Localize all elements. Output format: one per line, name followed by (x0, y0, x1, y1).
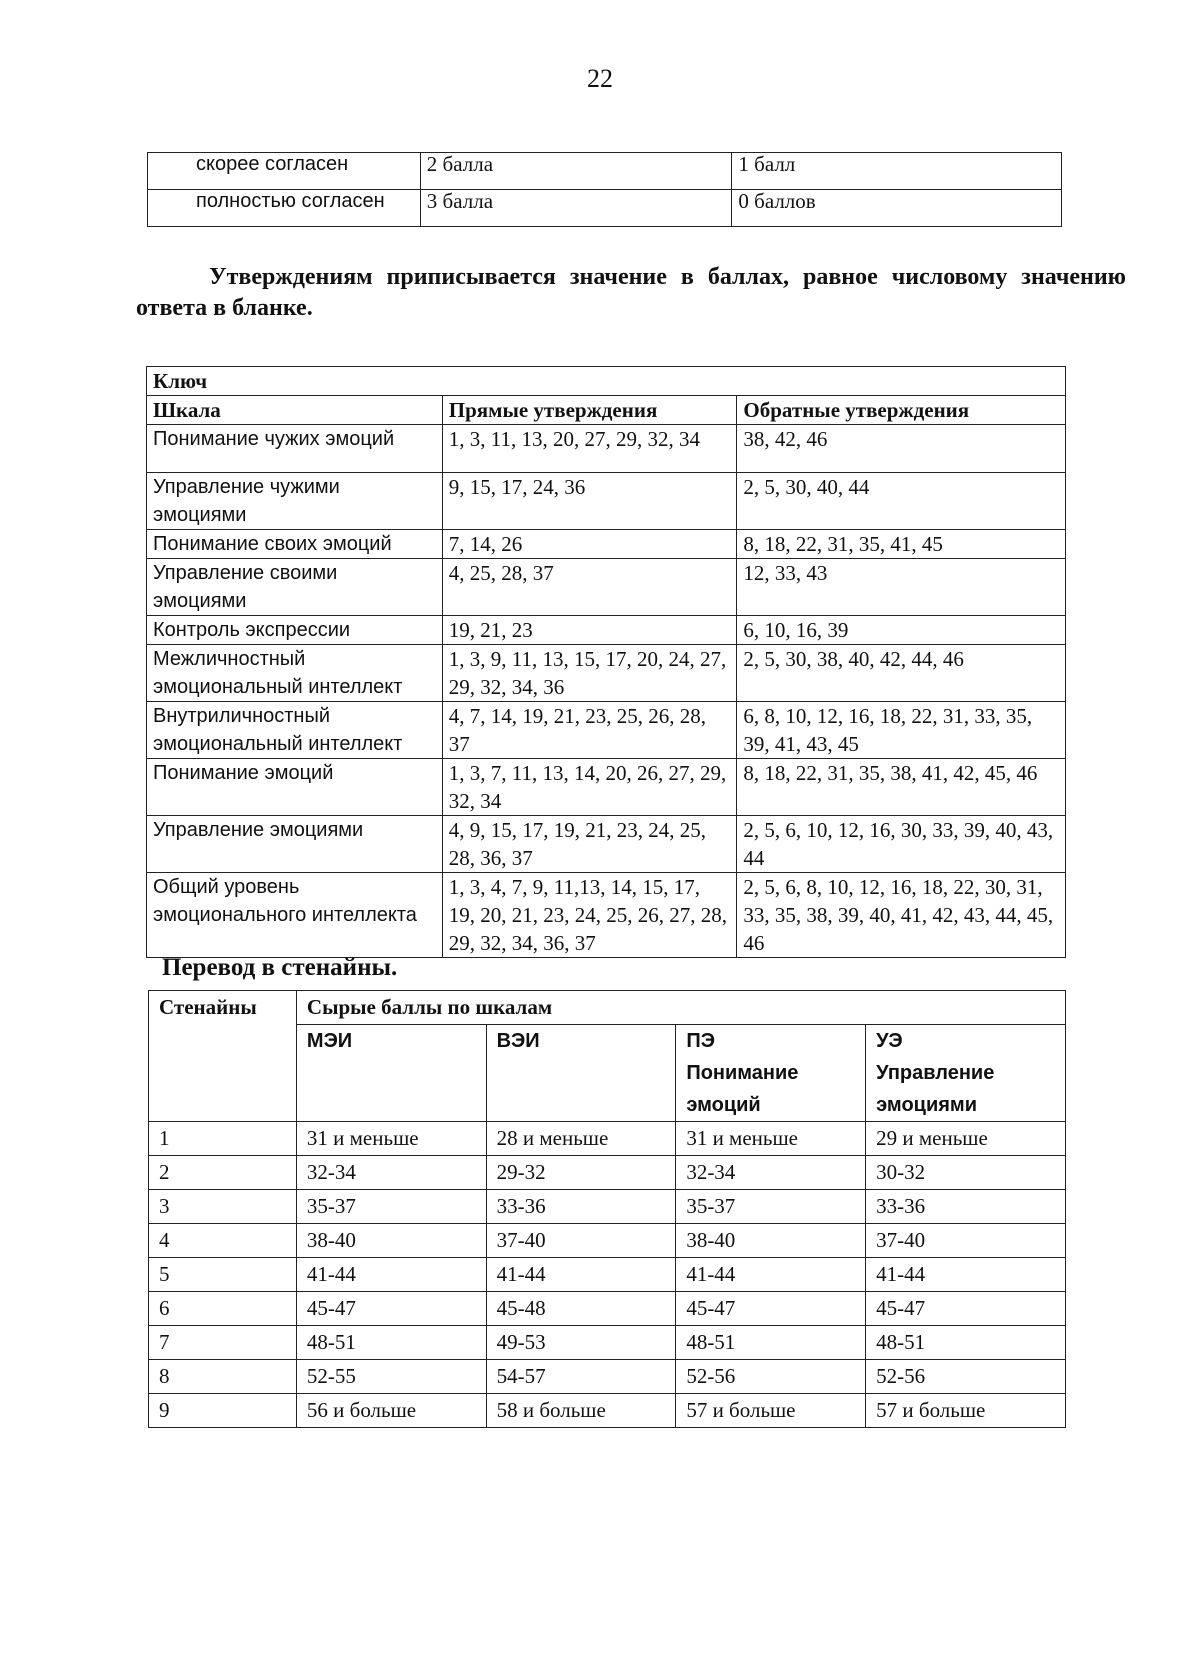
stanine-table (148, 990, 1066, 1428)
direct-cell: 19, 21, 23 (442, 616, 737, 645)
scale-cell: Межличностный эмоциональный интеллект (147, 645, 443, 702)
table-row (149, 1292, 1066, 1326)
pe-cell: 38-40 (676, 1224, 866, 1258)
table-row (148, 190, 1062, 227)
reverse-cell: 8, 18, 22, 31, 35, 41, 45 (737, 530, 1066, 559)
direct-cell: 4, 9, 15, 17, 19, 21, 23, 24, 25, 28, 36, 37 (442, 816, 737, 873)
reverse-cell: 2, 5, 30, 40, 44 (737, 473, 1066, 530)
direct-cell: 4, 7, 14, 19, 21, 23, 25, 26, 28, 37 (442, 702, 737, 759)
table-row (147, 530, 1066, 559)
ue-cell: 45-47 (866, 1292, 1066, 1326)
mei-cell: 56 и больше (296, 1394, 486, 1428)
table-row (149, 1360, 1066, 1394)
column-abbr: УЭ (876, 1030, 903, 1052)
ue-cell: 37-40 (866, 1224, 1066, 1258)
stanine-cell: 3 (149, 1190, 297, 1224)
header-pe (676, 1025, 866, 1122)
pe-cell: 48-51 (676, 1326, 866, 1360)
table-row (149, 1258, 1066, 1292)
reverse-cell: 12, 33, 43 (737, 559, 1066, 616)
column-abbr: ПЭ (686, 1030, 715, 1052)
table-row (149, 1224, 1066, 1258)
ue-cell: 41-44 (866, 1258, 1066, 1292)
stanine-cell: 7 (149, 1326, 297, 1360)
header-raw-scores: Сырые баллы по шкалам (296, 991, 1065, 1025)
scale-cell: Управление эмоциями (147, 816, 443, 873)
column-name: Понимание эмоций (686, 1062, 799, 1116)
statement-paragraph: Утверждениям приписывается значение в баллах, равное числовому значению ответа в бланке. (136, 264, 1126, 321)
table-row (147, 473, 1066, 530)
ue-cell: 52-56 (866, 1360, 1066, 1394)
header-stanines: Стенайны (149, 991, 297, 1122)
table-row (147, 425, 1066, 473)
header-ue (866, 1025, 1066, 1122)
stanine-cell: 5 (149, 1258, 297, 1292)
scale-cell: Управление чужими эмоциями (147, 473, 443, 530)
stanine-cell: 1 (149, 1122, 297, 1156)
pe-cell: 52-56 (676, 1360, 866, 1394)
page-number: 22 (587, 64, 613, 93)
mei-cell: 32-34 (296, 1156, 486, 1190)
vei-cell: 54-57 (486, 1360, 676, 1394)
reverse-cell: 8, 18, 22, 31, 35, 38, 41, 42, 45, 46 (737, 759, 1066, 816)
pe-cell: 31 и меньше (676, 1122, 866, 1156)
table-header-row (147, 396, 1066, 425)
table-row (147, 645, 1066, 702)
mei-cell: 41-44 (296, 1258, 486, 1292)
reverse-cell: 2, 5, 6, 10, 12, 16, 30, 33, 39, 40, 43, 44 (737, 816, 1066, 873)
direct-score-cell: 3 балла (420, 190, 732, 227)
table-row (147, 702, 1066, 759)
vei-cell: 37-40 (486, 1224, 676, 1258)
vei-cell: 29-32 (486, 1156, 676, 1190)
scale-cell: Общий уровень эмоционального интеллекта (147, 873, 443, 958)
answer-cell: скорее согласен (148, 153, 421, 190)
header-direct: Прямые утверждения (442, 396, 737, 425)
direct-cell: 9, 15, 17, 24, 36 (442, 473, 737, 530)
table-row (147, 559, 1066, 616)
answer-cell: полностью согласен (148, 190, 421, 227)
table-row (149, 1122, 1066, 1156)
pe-cell: 35-37 (676, 1190, 866, 1224)
reverse-cell: 38, 42, 46 (737, 425, 1066, 473)
table-row (147, 816, 1066, 873)
scale-cell: Понимание чужих эмоций (147, 425, 443, 473)
direct-cell: 1, 3, 4, 7, 9, 11,13, 14, 15, 17, 19, 20, 21, 23, 24, 25, 26, 27, 28, 29, 32, 34, 36, 37 (442, 873, 737, 958)
direct-cell: 7, 14, 26 (442, 530, 737, 559)
stanine-cell: 4 (149, 1224, 297, 1258)
ue-cell: 29 и меньше (866, 1122, 1066, 1156)
mei-cell: 38-40 (296, 1224, 486, 1258)
column-abbr: ВЭИ (496, 1030, 540, 1052)
direct-score-cell: 2 балла (420, 153, 732, 190)
table-row (149, 1156, 1066, 1190)
direct-cell: 1, 3, 9, 11, 13, 15, 17, 20, 24, 27, 29, 32, 34, 36 (442, 645, 737, 702)
stanine-cell: 6 (149, 1292, 297, 1326)
column-abbr: МЭИ (306, 1030, 353, 1052)
mei-cell: 52-55 (296, 1360, 486, 1394)
pe-cell: 41-44 (676, 1258, 866, 1292)
header-mei (296, 1025, 486, 1122)
table-row (149, 1326, 1066, 1360)
direct-cell: 1, 3, 11, 13, 20, 27, 29, 32, 34 (442, 425, 737, 473)
reverse-score-cell: 0 баллов (732, 190, 1062, 227)
table-row (147, 616, 1066, 645)
vei-cell: 45-48 (486, 1292, 676, 1326)
key-caption: Ключ (147, 367, 1066, 396)
vei-cell: 49-53 (486, 1326, 676, 1360)
stanine-cell: 9 (149, 1394, 297, 1428)
reverse-cell: 2, 5, 6, 8, 10, 12, 16, 18, 22, 30, 31, 33, 35, 38, 39, 40, 41, 42, 43, 44, 45, 46 (737, 873, 1066, 958)
stanine-cell: 8 (149, 1360, 297, 1394)
header-scale: Шкала (147, 396, 443, 425)
table-row (149, 1394, 1066, 1428)
scale-cell: Внутриличностный эмоциональный интеллект (147, 702, 443, 759)
direct-cell: 4, 25, 28, 37 (442, 559, 737, 616)
pe-cell: 32-34 (676, 1156, 866, 1190)
mei-cell: 45-47 (296, 1292, 486, 1326)
scale-cell: Контроль экспрессии (147, 616, 443, 645)
table-caption-row (147, 367, 1066, 396)
reverse-score-cell: 1 балл (732, 153, 1062, 190)
mei-cell: 35-37 (296, 1190, 486, 1224)
score-table (147, 152, 1062, 227)
table-row (147, 873, 1066, 958)
ue-cell: 30-32 (866, 1156, 1066, 1190)
table-row (148, 153, 1062, 190)
table-header-row (149, 991, 1066, 1025)
key-table (146, 366, 1066, 958)
stanine-cell: 2 (149, 1156, 297, 1190)
vei-cell: 33-36 (486, 1190, 676, 1224)
scale-cell: Понимание своих эмоций (147, 530, 443, 559)
vei-cell: 28 и меньше (486, 1122, 676, 1156)
pe-cell: 57 и больше (676, 1394, 866, 1428)
mei-cell: 31 и меньше (296, 1122, 486, 1156)
scale-cell: Понимание эмоций (147, 759, 443, 816)
scale-cell: Управление своими эмоциями (147, 559, 443, 616)
header-reverse: Обратные утверждения (737, 396, 1066, 425)
ue-cell: 57 и больше (866, 1394, 1066, 1428)
ue-cell: 33-36 (866, 1190, 1066, 1224)
table-row (149, 1190, 1066, 1224)
ue-cell: 48-51 (866, 1326, 1066, 1360)
vei-cell: 41-44 (486, 1258, 676, 1292)
direct-cell: 1, 3, 7, 11, 13, 14, 20, 26, 27, 29, 32, 34 (442, 759, 737, 816)
reverse-cell: 6, 8, 10, 12, 16, 18, 22, 31, 33, 35, 39, 41, 43, 45 (737, 702, 1066, 759)
pe-cell: 45-47 (676, 1292, 866, 1326)
column-name: Управление эмоциями (876, 1062, 995, 1116)
mei-cell: 48-51 (296, 1326, 486, 1360)
header-vei (486, 1025, 676, 1122)
reverse-cell: 2, 5, 30, 38, 40, 42, 44, 46 (737, 645, 1066, 702)
table-row (147, 759, 1066, 816)
reverse-cell: 6, 10, 16, 39 (737, 616, 1066, 645)
vei-cell: 58 и больше (486, 1394, 676, 1428)
stanine-section-title: Перевод в стенайны. (162, 954, 398, 981)
